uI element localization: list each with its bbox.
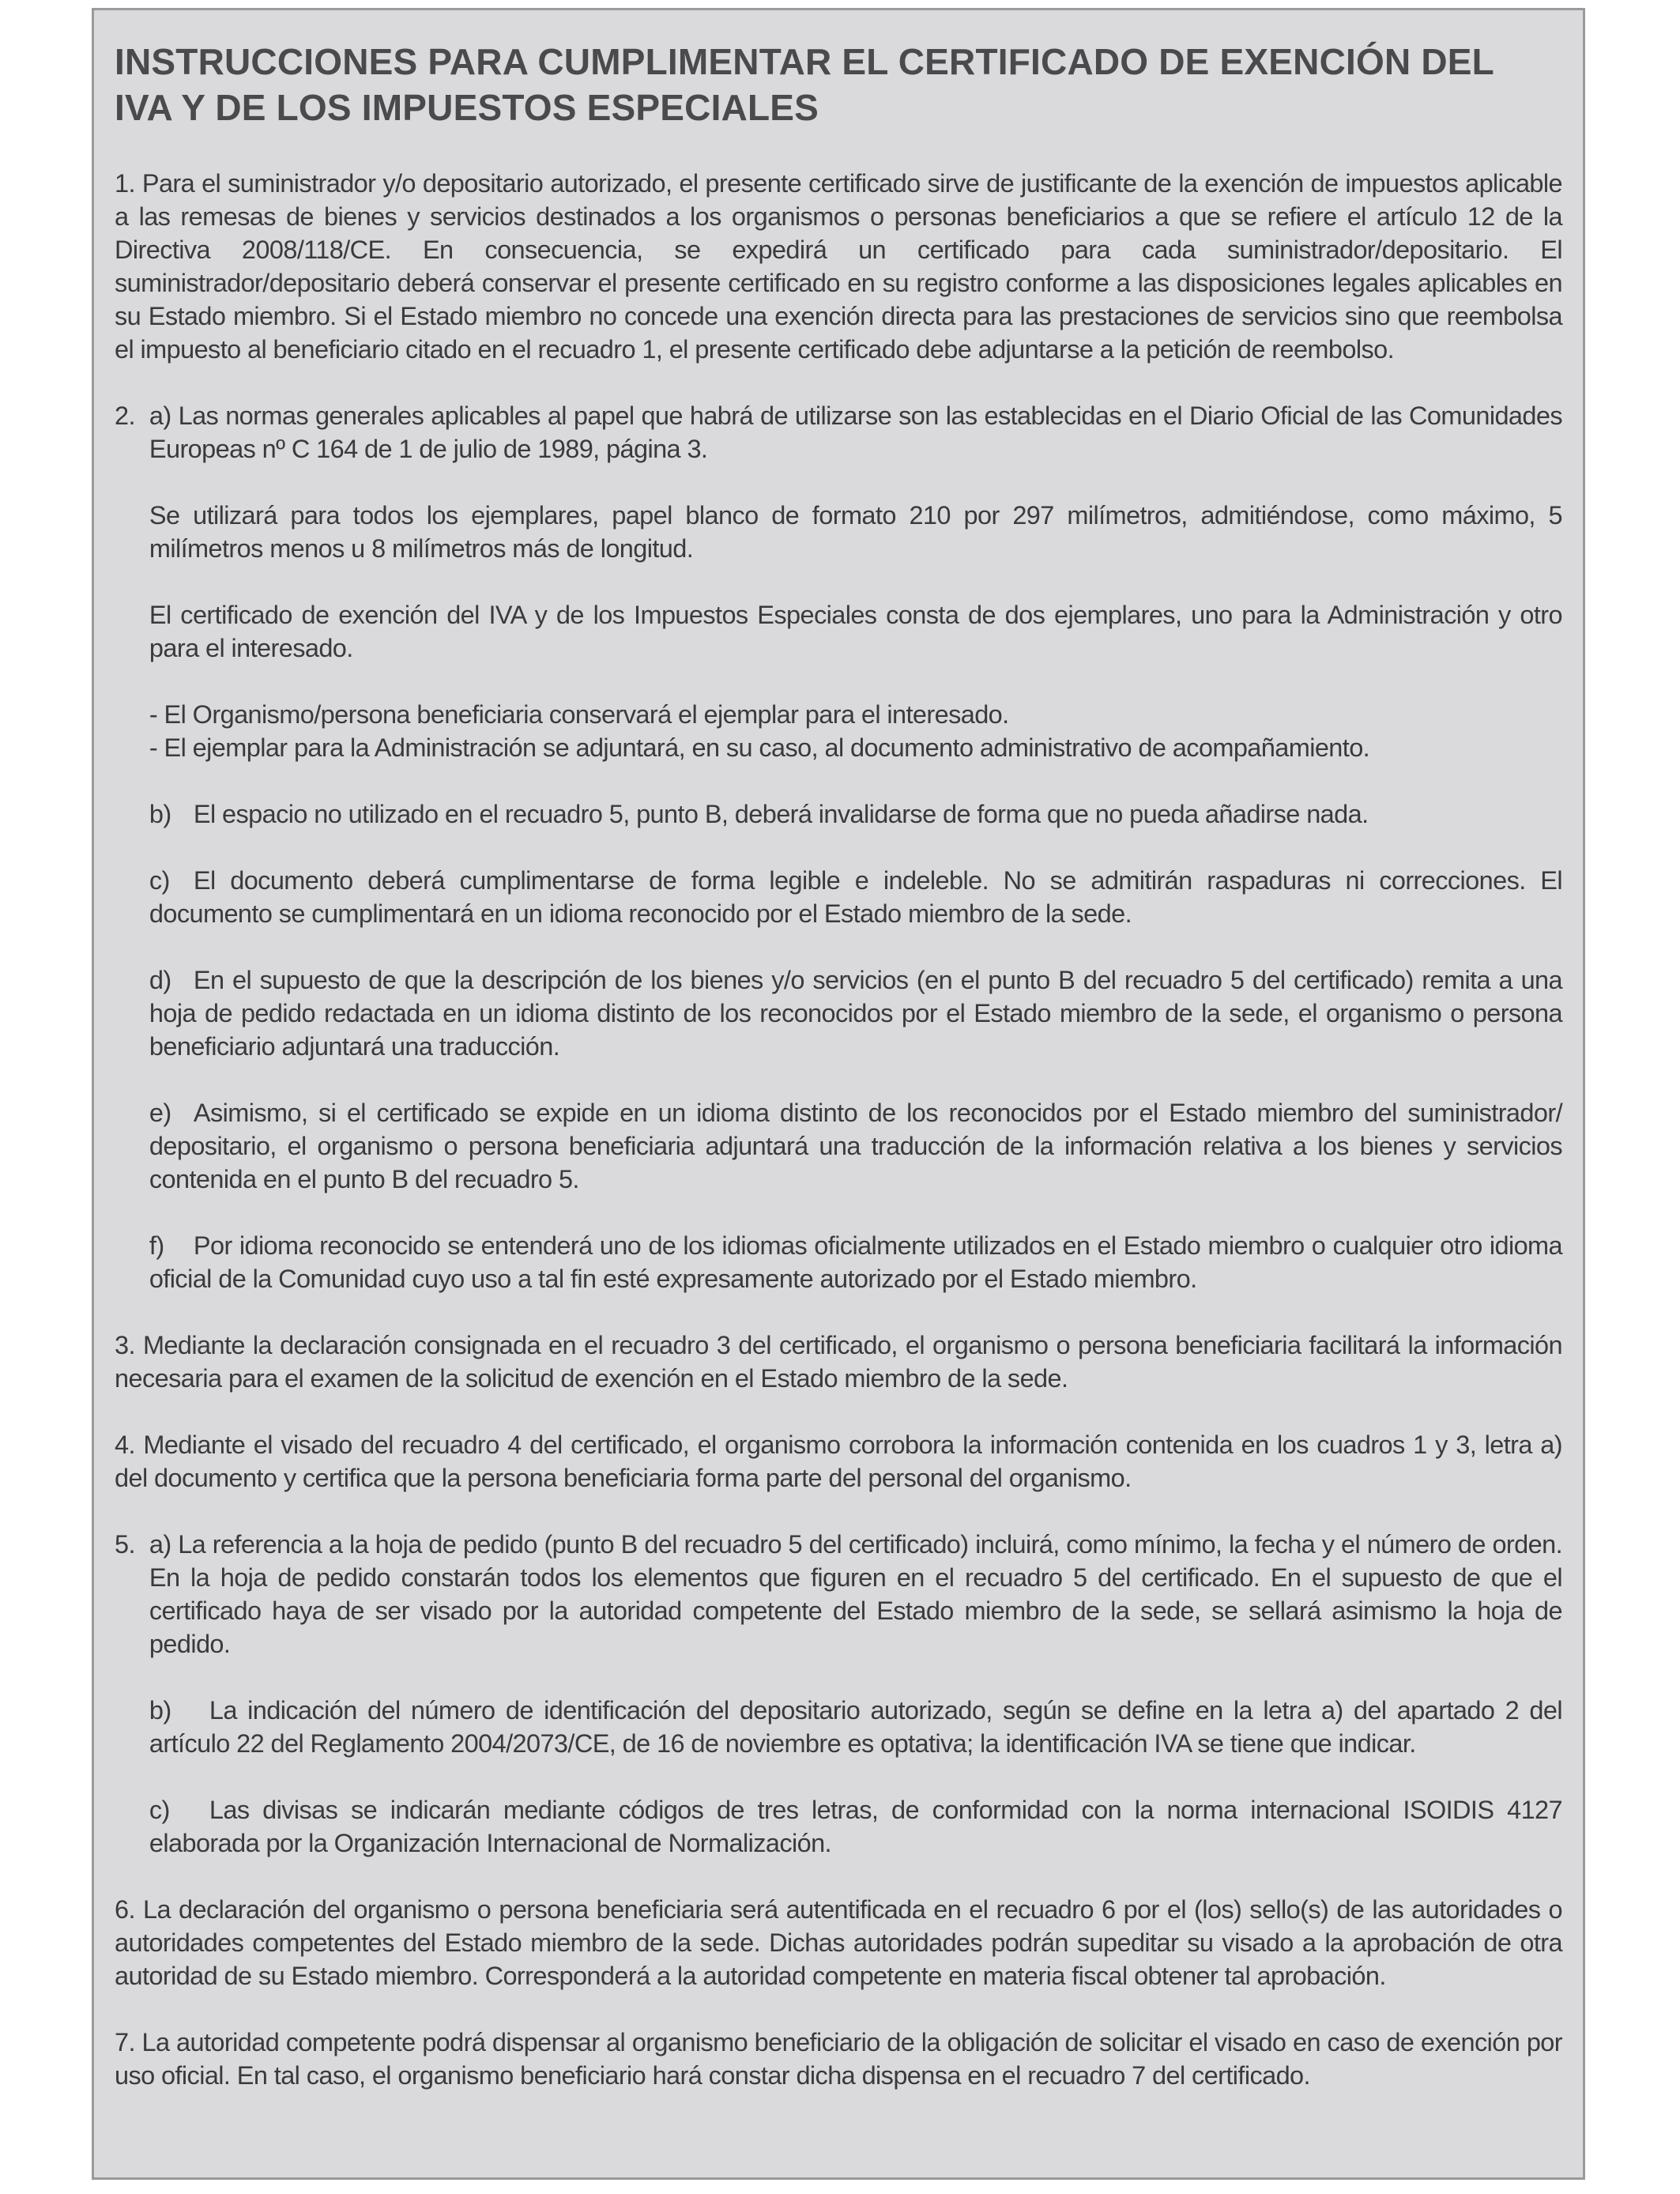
title-line-2: IVA Y DE LOS IMPUESTOS ESPECIALES: [115, 87, 819, 128]
instruction-2-number: 2.: [115, 401, 135, 430]
instruction-3: 3. Mediante la declaración consignada en el recuadro 3 del certificado, el organismo o persona beneficiaria facilitará la información necesaria para el examen de la solicitud de exención en el Estado miembro de la sede.: [115, 1331, 1562, 1393]
instruction-5a: a) La referencia a la hoja de pedido (punto B del recuadro 5 del certificado) incluirá, como mínimo, la fecha y el número de orden. En la hoja de pedido constarán todos los elementos que figuren en el recuadro 5 del certificado. En el supuesto de que el certificado haya de ser visado por la autoridad competente del Estado miembro de la sede, se sellará asimismo la hoja de pedido.: [149, 1530, 1562, 1658]
instruction-2b: [149, 797, 1562, 831]
instruction-2d-label: d): [149, 966, 171, 994]
instruction-5c: [149, 1793, 1562, 1860]
instruction-2f: [149, 1229, 1562, 1295]
instruction-2: [115, 399, 1562, 1295]
instruction-5b-label: b): [149, 1696, 171, 1725]
instruction-5c-label: c): [149, 1796, 170, 1824]
instruction-2b-label: b): [149, 800, 171, 828]
page-title: [115, 39, 1562, 130]
instruction-2c-text: El documento deberá cumplimentarse de forma legible e indeleble. No se admitirán raspaduras ni correcciones. El documento se cumplimentará en un idioma reconocido por el Estado miembro de la sede.: [149, 866, 1562, 928]
instruction-2e: [149, 1096, 1562, 1196]
instruction-2d-text: En el supuesto de que la descripción de los bienes y/o servicios (en el punto B del recuadro 5 del certificado) remita a una hoja de pedido redactada en un idioma distinto de los reconocidos por el Estado miembro de la sede, el organismo o persona beneficiario adjuntará una traducción.: [149, 966, 1562, 1061]
instruction-7: 7. La autoridad competente podrá dispensar al organismo beneficiario de la obligación de solicitar el visado en caso de exención por uso oficial. En tal caso, el organismo beneficiario hará constar dicha dispensa en el recuadro 7 del certificado.: [115, 2028, 1562, 2090]
instruction-2f-label: f): [149, 1231, 164, 1260]
instruction-6: 6. La declaración del organismo o persona beneficiaria será autentificada en el recuadro 6 por el (los) sello(s) de las autoridades o autoridades competentes del Estado miembro de la sede. Dichas autoridades podrán supeditar su visado a la aprobación de otra autoridad de su Estado miembro. Corresponderá a la autoridad competente en materia fiscal obtener tal aprobación.: [115, 1895, 1562, 1990]
instructions-body: [115, 167, 1562, 2092]
instruction-5c-text: Las divisas se indicarán mediante códigos de tres letras, de conformidad con la norma internacional ISOIDIS 4127 elaborada por la Organización Internacional de Normalización.: [149, 1796, 1562, 1857]
instruction-2e-text: Asimismo, si el certificado se expide en un idioma distinto de los reconocidos por el Estado miembro del suministrador/ depositario, el organismo o persona beneficiaria adjuntará una traducción de la información relativa a los bienes y servicios contenida en el punto B del recuadro 5.: [149, 1099, 1562, 1193]
instruction-2a-copy-interested: - El Organismo/persona beneficiaria conservará el ejemplar para el interesado.: [149, 700, 1009, 729]
instruction-5: [115, 1528, 1562, 1860]
instruction-2b-text: El espacio no utilizado en el recuadro 5, punto B, deberá invalidarse de forma que no pueda añadirse nada.: [193, 800, 1369, 828]
instructions-panel: [92, 8, 1585, 2180]
instruction-2e-label: e): [149, 1099, 171, 1127]
instruction-2a-copies: El certificado de exención del IVA y de los Impuestos Especiales consta de dos ejemplares, uno para la Administración y otro para el interesado.: [149, 601, 1562, 662]
instruction-2c: [149, 864, 1562, 930]
instruction-5-body: [135, 1528, 1562, 1860]
instruction-5b: [149, 1694, 1562, 1760]
instruction-2d: [149, 963, 1562, 1063]
instruction-2-body: [135, 399, 1562, 1295]
instruction-2f-text: Por idioma reconocido se entenderá uno de los idiomas oficialmente utilizados en el Estado miembro o cualquier otro idioma oficial de la Comunidad cuyo uso a tal fin esté expresamente autorizado por el Estado miembro.: [149, 1231, 1562, 1293]
instruction-5b-text: La indicación del número de identificación del depositario autorizado, según se define en la letra a) del apartado 2 del artículo 22 del Reglamento 2004/2073/CE, de 16 de noviembre es optativa; la identificación IVA se tiene que indicar.: [149, 1696, 1562, 1758]
instruction-4: 4. Mediante el visado del recuadro 4 del certificado, el organismo corrobora la información contenida en los cuadros 1 y 3, letra a) del documento y certifica que la persona beneficiaria forma parte del personal del organismo.: [115, 1431, 1562, 1492]
instruction-1: 1. Para el suministrador y/o depositario autorizado, el presente certificado sirve de justificante de la exención de impuestos aplicable a las remesas de bienes y servicios destinados a los organismos o personas beneficiarios a que se refiere el artículo 12 de la Directiva 2008/118/CE. En consecuencia, se expedirá un certificado para cada suministrador/depositario. El suministrador/depositario deberá conservar el presente certificado en su registro conforme a las disposiciones legales aplicables en su Estado miembro. Si el Estado miembro no concede una exención directa para las prestaciones de servicios sino que reembolsa el impuesto al beneficiario citado en el recuadro 1, el presente certificado debe adjuntarse a la petición de reembolso.: [115, 169, 1562, 364]
instruction-2a-paper: Se utilizará para todos los ejemplares, papel blanco de formato 210 por 297 milímetros, admitiéndose, como máximo, 5 milímetros menos u 8 milímetros más de longitud.: [149, 501, 1562, 563]
instruction-2a-copy-administration: - El ejemplar para la Administración se adjuntará, en su caso, al documento administrativo de acompañamiento.: [149, 733, 1370, 762]
title-line-1: INSTRUCCIONES PARA CUMPLIMENTAR EL CERTIFICADO DE EXENCIÓN DEL: [115, 41, 1494, 82]
instruction-2c-label: c): [149, 866, 170, 895]
instruction-5-number: 5.: [115, 1530, 135, 1559]
instruction-2a: a) Las normas generales aplicables al papel que habrá de utilizarse son las establecidas en el Diario Oficial de las Comunidades Europeas nº C 164 de 1 de julio de 1989, página 3.: [149, 401, 1562, 463]
